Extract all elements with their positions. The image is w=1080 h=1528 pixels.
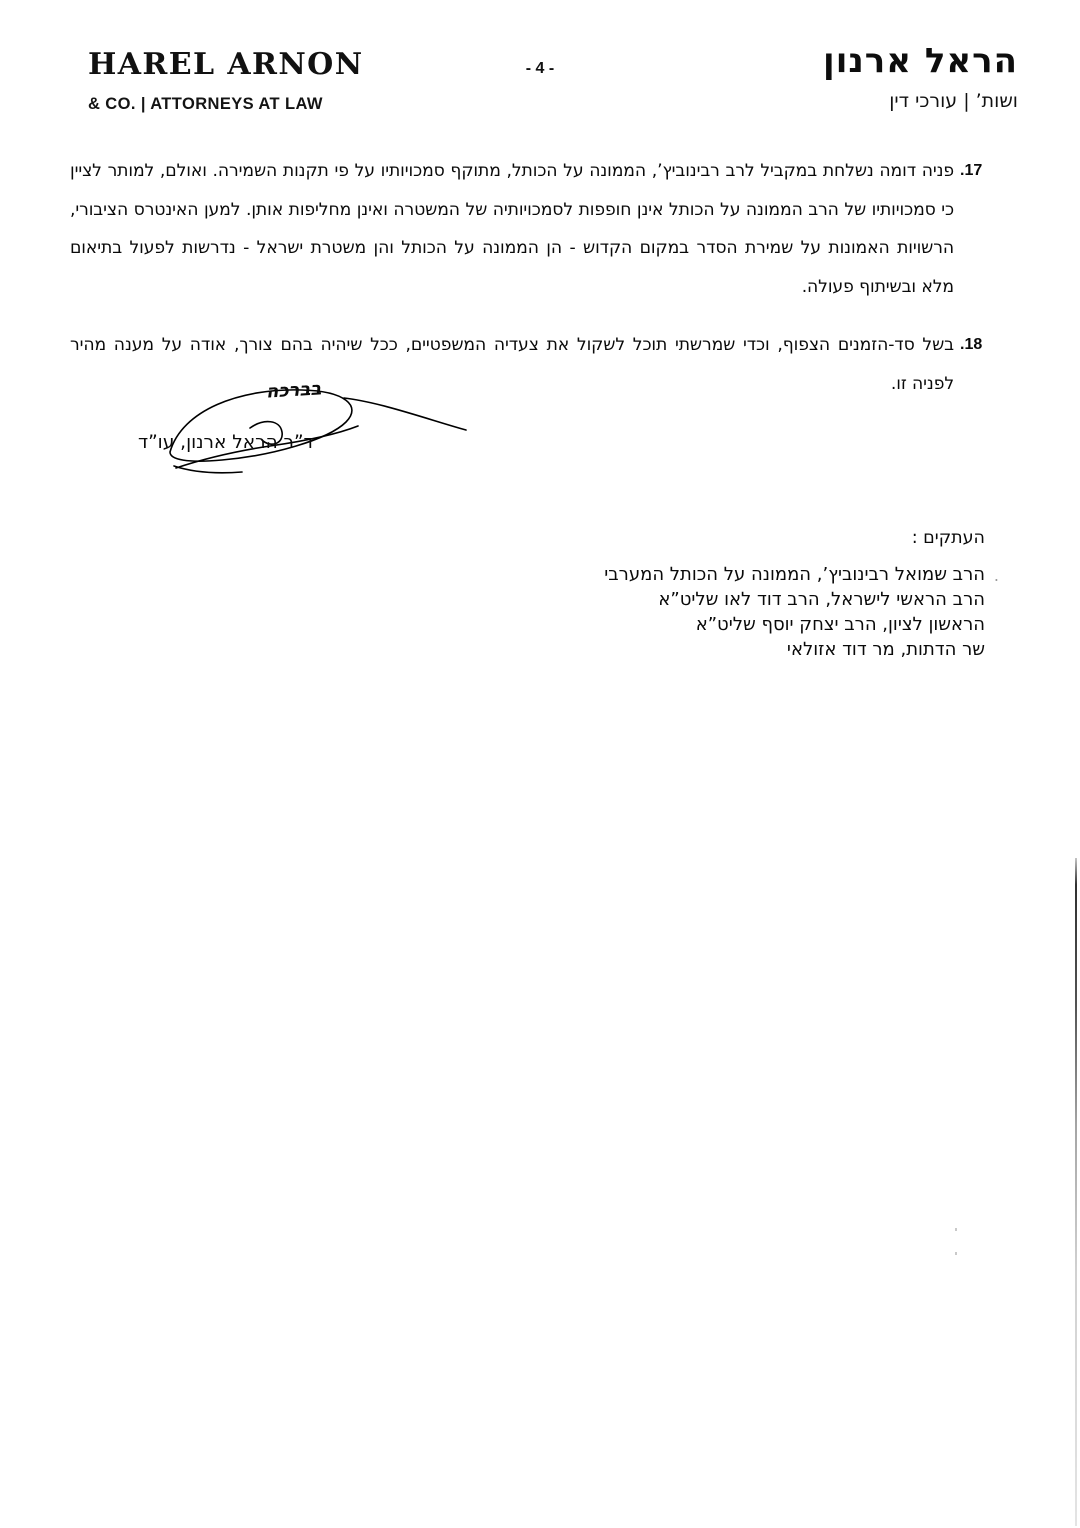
clause-text: בשל סד-הזמנים הצפוף, וכדי שמרשתי תוכל לשקול את צעדיה המשפטיים, ככל שיהיה בהם צורך, אודה על מענה מהיר לפניה זו. — [70, 335, 954, 394]
clause-17 — [70, 152, 1010, 306]
firm-name-english: HAREL ARNON — [88, 47, 364, 82]
scan-artifact-line — [1075, 858, 1077, 1526]
firm-tagline-hebrew: ושות’ | עורכי דין — [889, 90, 1018, 112]
firm-logo-hebrew — [823, 41, 1018, 112]
page-number: - 4 - — [525, 60, 555, 77]
scan-artifact-speck — [955, 1252, 957, 1255]
signature-regards: בברכה — [265, 378, 322, 403]
copies-bullet-marker: . — [993, 566, 999, 585]
list-item: הרב שמואל רבינוביץ’, הממונה על הכותל המערבי — [604, 564, 985, 585]
firm-name-hebrew: הראל ארנון — [823, 41, 1018, 81]
signatory-name: ד”ר הראל ארנון, עו”ד — [138, 432, 314, 453]
clause-text: פניה דומה נשלחת במקביל לרב רבינוביץ’, הממונה על הכותל, מתוקף סמכויותיו על פי תקנות השמירה. ואולם, למותר לציין כי סמכויותיו של הרב הממונה על הכותל אינן חופפות לסמכויותיה של המשטרה ואינן מחליפות אותן. למען האינטרס הציבורי, הרשויות האמונות על שמירת הסדר במקום הקדוש - הן הממונה על הכותל והן משטרת ישראל - נדרשות לפעול בתיאום מלא ובשיתוף פעולה. — [70, 161, 954, 297]
list-item: הראשון לציון, הרב יצחק יוסף שליט”א — [695, 614, 985, 635]
copies-recipient-list — [604, 562, 985, 662]
copies-title: העתקים : — [911, 528, 985, 548]
signature-block — [130, 380, 470, 485]
firm-tagline-english: & CO. | ATTORNEYS AT LAW — [88, 95, 323, 113]
list-item: הרב הראשי לישראל, הרב דוד לאו שליט”א — [658, 589, 985, 610]
clause-number: .18 — [960, 336, 983, 353]
letterhead — [0, 0, 1080, 140]
copies-section — [604, 528, 999, 662]
scan-artifact-speck — [955, 1228, 957, 1231]
list-item: שר הדתות, מר דוד אזולאי — [786, 639, 985, 660]
clause-number: .17 — [960, 162, 983, 179]
